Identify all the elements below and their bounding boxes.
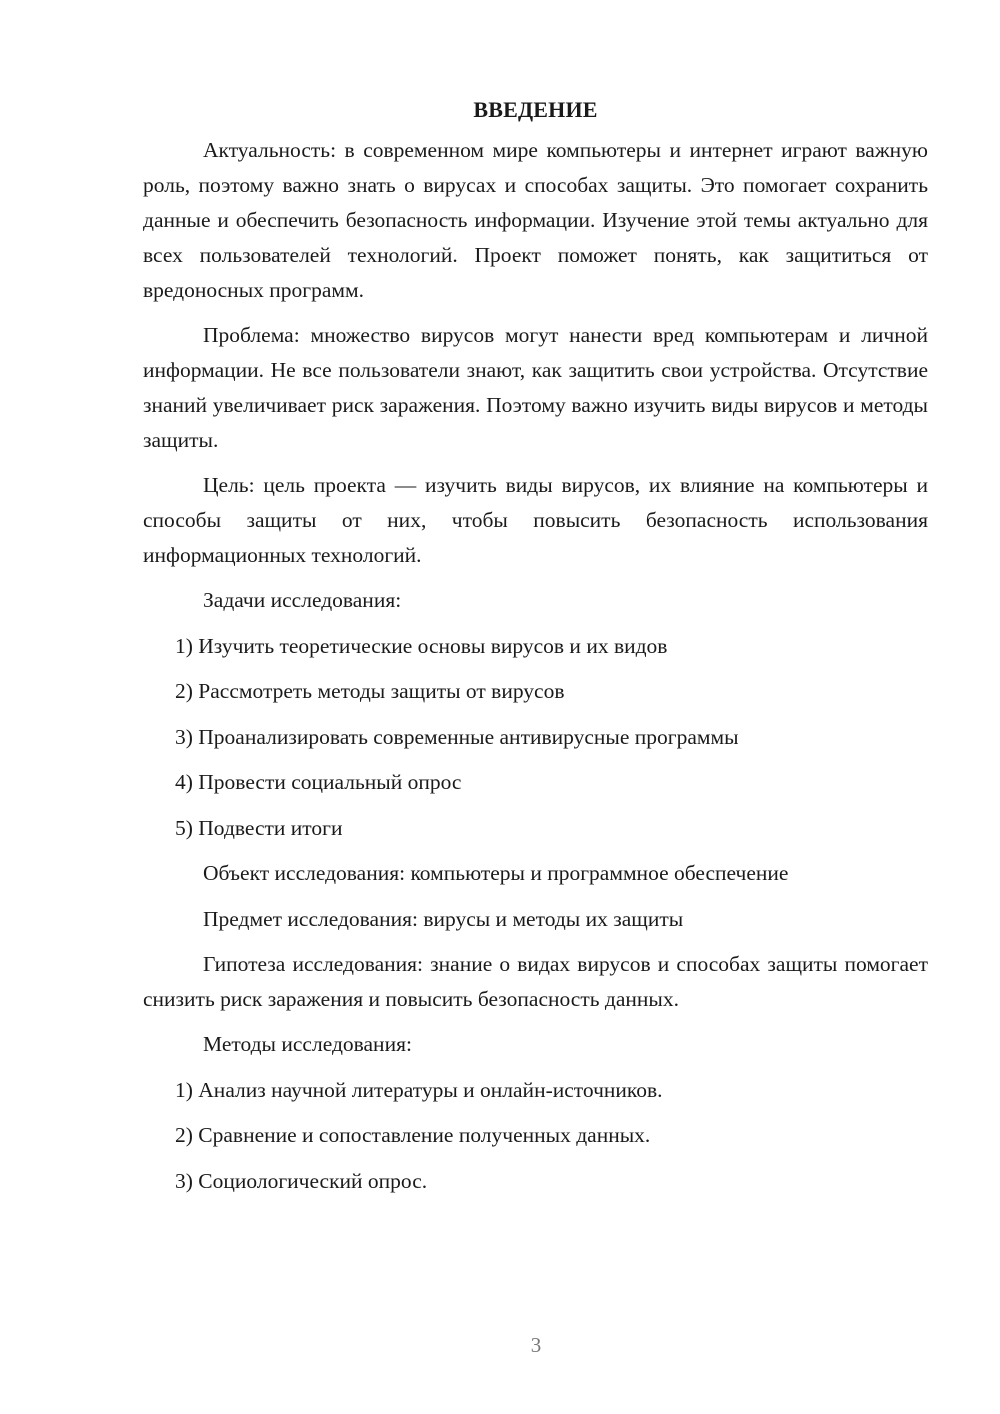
tasks-heading: Задачи исследования: <box>203 588 402 612</box>
method-item: 1) Анализ научной литературы и онлайн-источников. <box>175 1077 663 1102</box>
task-item: 3) Проанализировать современные антивирусные программы <box>175 724 739 749</box>
problem-paragraph: Проблема: множество вирусов могут нанести вред компьютерам и личной информации. Не все пользователи знают, как защитить свои устройства. Отсутствие знаний увеличивает риск заражения. Поэтому важно изучить виды вирусов и методы защиты. <box>143 323 928 452</box>
page-number: 3 <box>530 1333 542 1357</box>
method-item: 3) Социологический опрос. <box>175 1168 428 1193</box>
tasks-list <box>143 629 928 846</box>
hypothesis-paragraph: Гипотеза исследования: знание о видах вирусов и способах защиты помогает снизить риск заражения и повысить безопасность данных. <box>143 952 928 1011</box>
task-item: 4) Провести социальный опрос <box>175 770 462 794</box>
research-subject: Предмет исследования: вирусы и методы их защиты <box>203 906 684 931</box>
section-title: ВВЕДЕНИЕ <box>473 97 598 122</box>
document-page <box>143 92 928 1209</box>
relevance-paragraph: Актуальность: в современном мире компьютеры и интернет играют важную роль, поэтому важно знать о вирусах и способах защиты. Это помогает сохранить данные и обеспечить безопасность информации. Изучение этой темы актуально для всех пользователей технологий. Проект поможет понять, как защититься от вредоносных программ. <box>143 138 928 302</box>
task-item: 1) Изучить теоретические основы вирусов и их видов <box>175 633 668 658</box>
methods-list <box>143 1073 928 1199</box>
method-item: 2) Сравнение и сопоставление полученных данных. <box>175 1123 651 1147</box>
goal-paragraph: Цель: цель проекта — изучить виды вирусов, их влияние на компьютеры и способы защиты от них, чтобы повысить безопасность использования информационных технологий. <box>143 473 928 567</box>
methods-heading: Методы исследования: <box>203 1032 412 1056</box>
task-item: 5) Подвести итоги <box>175 815 343 840</box>
research-object: Объект исследования: компьютеры и программное обеспечение <box>203 861 789 885</box>
task-item: 2) Рассмотреть методы защиты от вирусов <box>175 679 565 703</box>
